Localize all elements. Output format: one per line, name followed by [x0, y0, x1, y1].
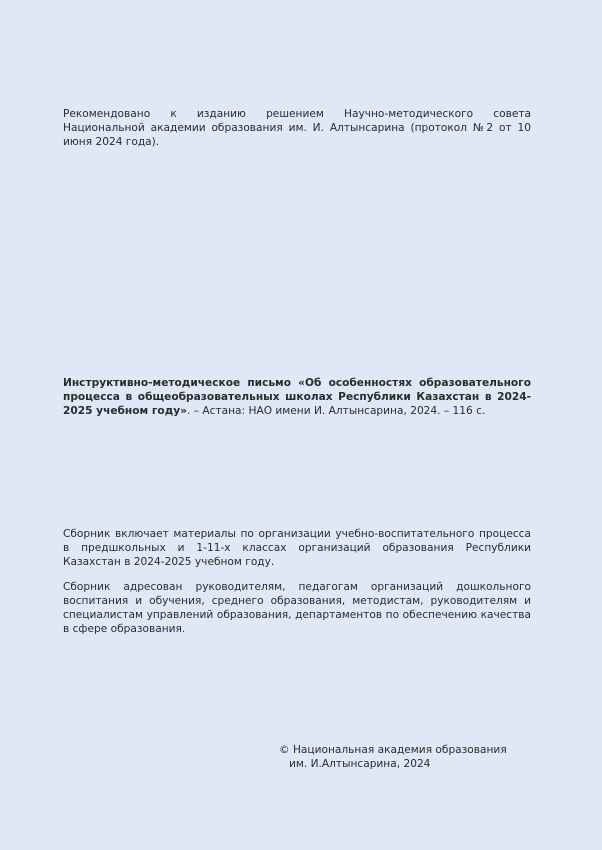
- copyright-notice: [279, 743, 507, 771]
- copyright-line-2: им. И.Алтынсарина, 2024: [289, 758, 431, 771]
- annotation-paragraph-audience: Сборник адресован руководителям, педагогам организаций дошкольного воспитания и обучения, среднего образования, методистам, руководителям и специалистам управлений образования, департаментов по обеспечению качества в сфере образования.: [63, 580, 531, 636]
- annotation-paragraph-contents: Сборник включает материалы по организации учебно-воспитательного процесса в предшкольных и 1-11-х классах организаций образования Республики Казахстан в 2024-2025 учебном году.: [63, 528, 531, 569]
- bibliography-title: Инструктивно-методическое письмо «Об особенностях образовательного процесса в общеобразовательных школах Республики Казахстан в 2024-2025 учебном году»: [63, 377, 531, 418]
- bibliographic-description: [63, 376, 531, 419]
- annotation: [63, 527, 531, 646]
- bibliography-details: . – Астана: НАО имени И. Алтынсарина, 2024. – 116 с.: [187, 405, 486, 418]
- recommendation-note: Рекомендовано к изданию решением Научно-методического совета Национальной академии образования им. И. Алтынсарина (протокол №2 от 10 июня 2024 года).: [63, 108, 531, 149]
- copyright-line-1: © Национальная академия образования: [279, 744, 507, 756]
